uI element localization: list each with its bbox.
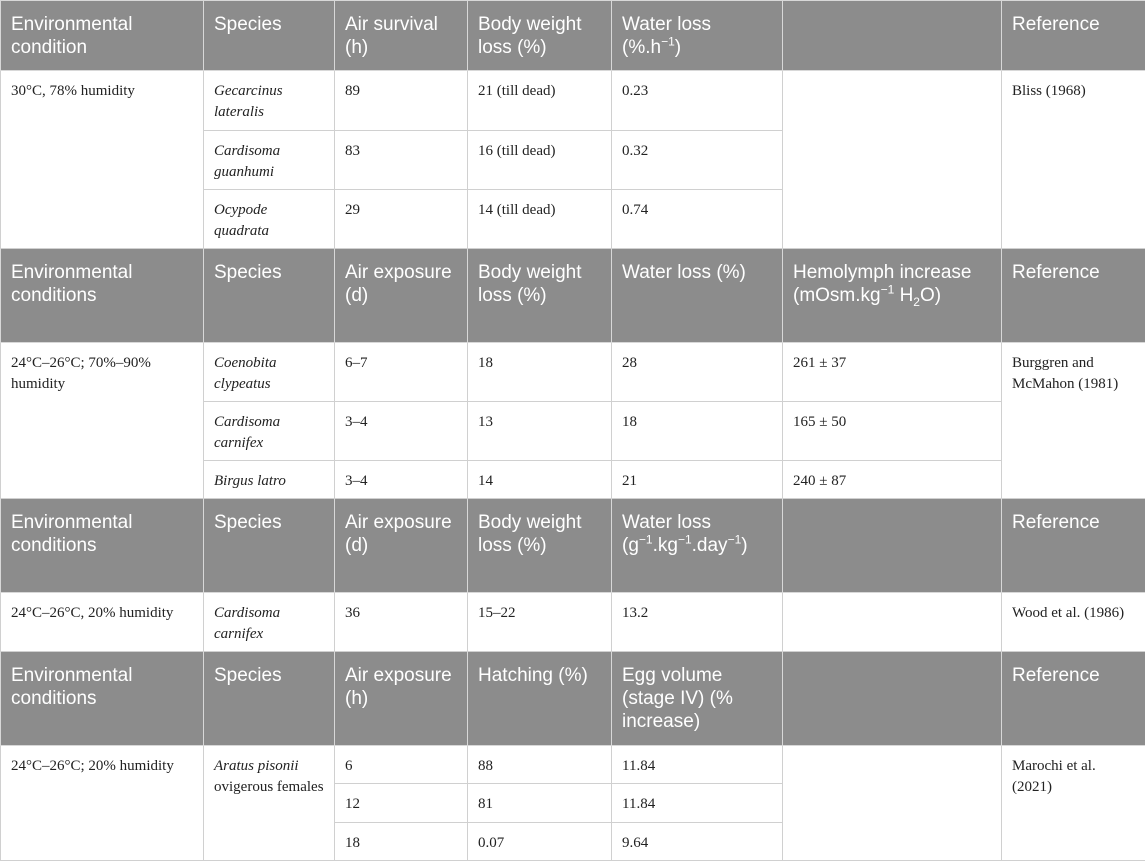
header-empty — [783, 499, 1002, 593]
header-reference: Reference — [1002, 249, 1145, 343]
water-cell: 0.23 — [612, 71, 783, 131]
header-species: Species — [204, 1, 335, 71]
table-row — [1, 593, 1145, 652]
egg-volume-cell: 11.84 — [612, 746, 783, 784]
species-name: Aratus pisonii — [214, 758, 299, 774]
table-row — [1, 746, 1145, 784]
air-cell: 29 — [335, 190, 468, 249]
species-cell — [204, 746, 335, 861]
water-cell: 21 — [612, 461, 783, 499]
header-air-exposure: Air exposure (d) — [335, 499, 468, 593]
hemolymph-cell: 165 ± 50 — [783, 402, 1002, 461]
reference-cell: Bliss (1968) — [1002, 71, 1145, 249]
air-cell: 89 — [335, 71, 468, 131]
water-cell: 28 — [612, 343, 783, 402]
header-condition: Environmental condition — [1, 1, 204, 71]
hatching-cell: 0.07 — [468, 823, 612, 861]
header-water-loss: Water loss (%) — [612, 249, 783, 343]
air-cell: 18 — [335, 823, 468, 861]
section-3-header-row — [1, 499, 1145, 593]
weight-cell: 21 (till dead) — [468, 71, 612, 131]
hatching-cell: 81 — [468, 784, 612, 823]
header-reference: Reference — [1002, 652, 1145, 746]
species-qualifier: ovigerous females — [214, 779, 324, 795]
egg-volume-cell: 9.64 — [612, 823, 783, 861]
header-condition: Environmental conditions — [1, 249, 204, 343]
reference-cell: Burggren and McMahon (1981) — [1002, 343, 1145, 499]
header-species: Species — [204, 249, 335, 343]
table-row — [1, 71, 1145, 131]
species-cell: Gecarcinus lateralis — [204, 71, 335, 131]
weight-cell: 14 (till dead) — [468, 190, 612, 249]
species-cell: Ocypode quadrata — [204, 190, 335, 249]
header-hemolymph-increase: Hemolymph increase ($mOsm.kg^{-1}$ $H_2O$) — [783, 249, 1002, 343]
header-condition: Environmental conditions — [1, 652, 204, 746]
species-cell: Coenobita clypeatus — [204, 343, 335, 402]
air-cell: 12 — [335, 784, 468, 823]
section-1-header-row — [1, 1, 1145, 71]
species-cell: Cardisoma guanhumi — [204, 131, 335, 190]
weight-cell: 16 (till dead) — [468, 131, 612, 190]
air-cell: 3–4 — [335, 461, 468, 499]
hemolymph-cell: 240 ± 87 — [783, 461, 1002, 499]
header-water-loss: Water loss $(g^{-1}.kg^{-1}.day^{-1})$ — [612, 499, 783, 593]
header-air-survival: Air survival (h) — [335, 1, 468, 71]
weight-cell: 14 — [468, 461, 612, 499]
hatching-cell: 88 — [468, 746, 612, 784]
water-cell: 18 — [612, 402, 783, 461]
header-body-weight-loss: Body weight loss (%) — [468, 249, 612, 343]
header-hatching: Hatching (%) — [468, 652, 612, 746]
table-row — [1, 343, 1145, 402]
empty-cell — [783, 593, 1002, 652]
water-cell: 13.2 — [612, 593, 783, 652]
empty-cell — [783, 746, 1002, 861]
header-body-weight-loss: Body weight loss (%) — [468, 1, 612, 71]
condition-cell: 24°C–26°C; 70%–90% humidity — [1, 343, 204, 499]
weight-cell: 13 — [468, 402, 612, 461]
water-cell: 0.32 — [612, 131, 783, 190]
header-species: Species — [204, 499, 335, 593]
reference-cell: Marochi et al. (2021) — [1002, 746, 1145, 861]
weight-cell: 15–22 — [468, 593, 612, 652]
water-cell: 0.74 — [612, 190, 783, 249]
header-empty — [783, 652, 1002, 746]
air-cell: 83 — [335, 131, 468, 190]
weight-cell: 18 — [468, 343, 612, 402]
species-cell: Birgus latro — [204, 461, 335, 499]
egg-volume-cell: 11.84 — [612, 784, 783, 823]
condition-cell: 24°C–26°C; 20% humidity — [1, 746, 204, 861]
header-condition: Environmental conditions — [1, 499, 204, 593]
hemolymph-cell: 261 ± 37 — [783, 343, 1002, 402]
header-air-exposure: Air exposure (h) — [335, 652, 468, 746]
header-empty — [783, 1, 1002, 71]
condition-cell: 30°C, 78% humidity — [1, 71, 204, 249]
air-cell: 6 — [335, 746, 468, 784]
header-reference: Reference — [1002, 499, 1145, 593]
species-cell: Cardisoma carnifex — [204, 402, 335, 461]
section-2-header-row — [1, 249, 1145, 343]
header-egg-volume: Egg volume (stage IV) (% increase) — [612, 652, 783, 746]
species-cell: Cardisoma carnifex — [204, 593, 335, 652]
reference-cell: Wood et al. (1986) — [1002, 593, 1145, 652]
air-cell: 3–4 — [335, 402, 468, 461]
header-water-loss: Water loss $(\%.h^{-1})$ — [612, 1, 783, 71]
condition-cell: 24°C–26°C, 20% humidity — [1, 593, 204, 652]
air-cell: 6–7 — [335, 343, 468, 402]
header-species: Species — [204, 652, 335, 746]
air-cell: 36 — [335, 593, 468, 652]
header-air-exposure: Air exposure (d) — [335, 249, 468, 343]
section-4-header-row — [1, 652, 1145, 746]
header-body-weight-loss: Body weight loss (%) — [468, 499, 612, 593]
header-reference: Reference — [1002, 1, 1145, 71]
empty-cell — [783, 71, 1002, 249]
